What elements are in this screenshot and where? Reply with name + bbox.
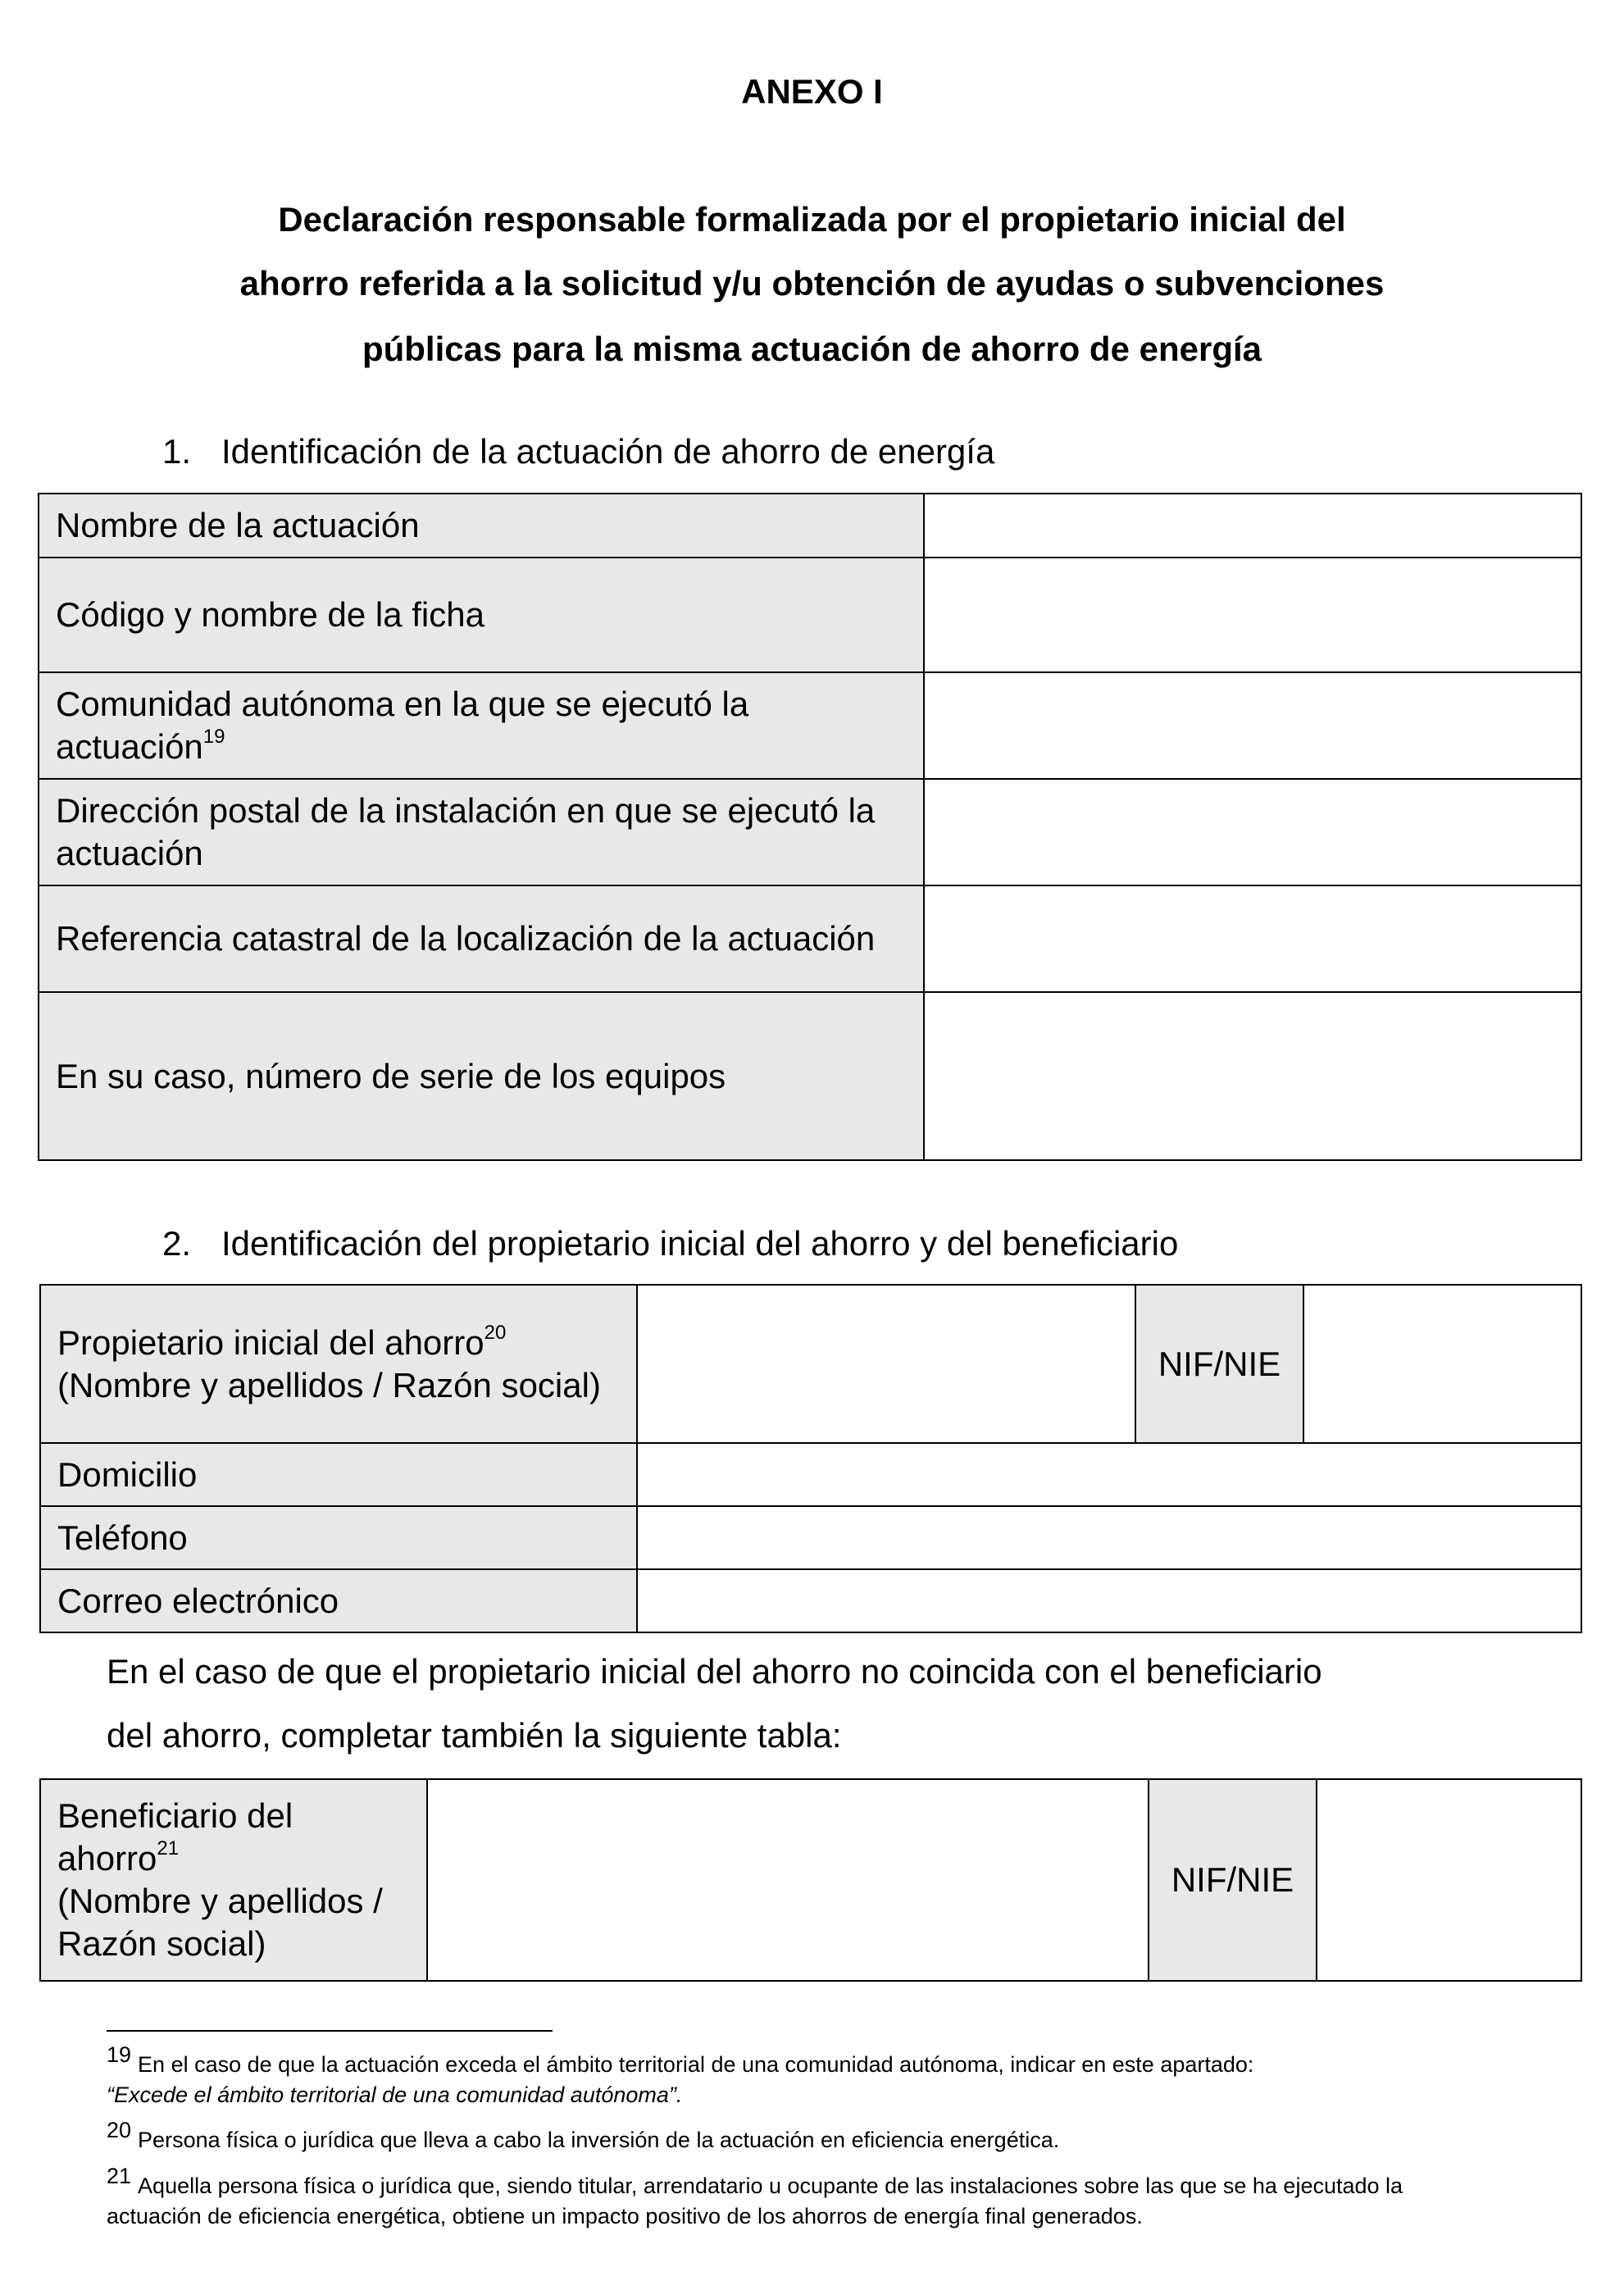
- section-1-heading-text: Identificación de la actuación de ahorro de energía: [221, 432, 995, 471]
- row-label-postal-address: Dirección postal de la instalación en que se ejecutó la actuación: [39, 779, 924, 885]
- footnote-21-number: 21: [107, 2164, 132, 2188]
- document-title-line-2: ahorro referida a la solicitud y/u obtención de ayudas o subvenciones: [239, 264, 1385, 303]
- table-row: [39, 494, 1581, 558]
- address-field[interactable]: [637, 1443, 1581, 1506]
- table-row: [39, 558, 1581, 672]
- footnote-21: [107, 2164, 1418, 2232]
- beneficiary-nif-label: NIF/NIE: [1149, 1779, 1317, 1981]
- table-row: [39, 992, 1581, 1160]
- phone-field[interactable]: [637, 1506, 1581, 1569]
- table-row: [40, 1443, 1581, 1506]
- owner-label: Propietario inicial del ahorro$^{20}$ (Nombre y apellidos / Razón social): [40, 1285, 637, 1443]
- beneficiary-name-field[interactable]: [427, 1779, 1149, 1981]
- email-label: Correo electrónico: [40, 1569, 637, 1632]
- serial-number-field[interactable]: [924, 992, 1581, 1160]
- owner-name-field[interactable]: [637, 1285, 1135, 1443]
- table-row: [40, 1569, 1581, 1632]
- action-identification-table: [38, 493, 1582, 1161]
- table-row: [39, 672, 1581, 779]
- footnote-19-text: En el caso de que la actuación exceda el ámbito territorial de una comunidad autónoma, indicar en este apartado:: [138, 2052, 1254, 2077]
- row-label-cadastral-reference: Referencia catastral de la localización de la actuación: [39, 885, 924, 992]
- footnote-ref-19[interactable]: 19: [202, 726, 225, 748]
- footnote-ref-20[interactable]: 20: [484, 1321, 507, 1344]
- email-field[interactable]: [637, 1569, 1581, 1632]
- beneficiary-identification-table: [39, 1778, 1582, 1982]
- beneficiary-label: Beneficiario del ahorro$^{21}$ (Nombre y apellidos / Razón social): [40, 1779, 427, 1981]
- table-row: [40, 1779, 1581, 1981]
- footnote-20: [107, 2118, 1418, 2155]
- table-row: [39, 885, 1581, 992]
- footnote-21-text: Aquella persona física o jurídica que, siendo titular, arrendatario u ocupante de las instalaciones sobre las que se ha ejecutado la actuación de eficiencia energética, obtiene un impacto positivo de los ahorros de energía final generados.: [107, 2174, 1403, 2228]
- table-row: [40, 1506, 1581, 1569]
- footnote-19: [107, 2042, 1418, 2110]
- row-label-serial-number: En su caso, número de serie de los equipos: [39, 992, 924, 1160]
- sheet-code-field[interactable]: [924, 558, 1581, 672]
- action-name-field[interactable]: [924, 494, 1581, 558]
- row-label-autonomous-community: Comunidad autónoma en la que se ejecutó la actuación$^{19}$: [39, 672, 924, 779]
- section-2-heading-text: Identificación del propietario inicial del ahorro y del beneficiario: [221, 1224, 1179, 1263]
- footnote-divider: [107, 2030, 553, 2032]
- row-label-sheet-code: Código y nombre de la ficha: [39, 558, 924, 672]
- footnote-20-number: 20: [107, 2118, 132, 2142]
- beneficiary-nif-field[interactable]: [1317, 1779, 1581, 1981]
- footnote-ref-21[interactable]: 21: [157, 1837, 180, 1859]
- cadastral-reference-field[interactable]: [924, 885, 1581, 992]
- row-label-action-name: Nombre de la actuación: [39, 494, 924, 558]
- section-2-number: 2.: [162, 1224, 192, 1263]
- section-1-number: 1.: [162, 432, 192, 471]
- footnote-19-italic: “Excede el ámbito territorial de una comunidad autónoma”.: [107, 2083, 683, 2107]
- document-title-line-3: públicas para la misma actuación de ahorro de energía: [362, 330, 1262, 368]
- annex-title: ANEXO I: [741, 72, 883, 111]
- phone-label: Teléfono: [40, 1506, 637, 1569]
- autonomous-community-field[interactable]: [924, 672, 1581, 779]
- table-row: [40, 1285, 1581, 1443]
- owner-nif-field[interactable]: [1303, 1285, 1581, 1443]
- owner-identification-table: [39, 1284, 1582, 1633]
- address-label: Domicilio: [40, 1443, 637, 1506]
- beneficiary-note-line-2: del ahorro, completar también la siguiente tabla:: [107, 1716, 842, 1755]
- beneficiary-note-line-1: En el caso de que el propietario inicial del ahorro no coincida con el beneficiario: [107, 1652, 1322, 1691]
- owner-nif-label: NIF/NIE: [1135, 1285, 1303, 1443]
- footnote-19-number: 19: [107, 2042, 132, 2067]
- document-title-line-1: Declaración responsable formalizada por el propietario inicial del: [278, 200, 1346, 239]
- postal-address-field[interactable]: [924, 779, 1581, 885]
- table-row: [39, 779, 1581, 885]
- footnote-20-text: Persona física o jurídica que lleva a cabo la inversión de la actuación en eficiencia energética.: [138, 2128, 1060, 2152]
